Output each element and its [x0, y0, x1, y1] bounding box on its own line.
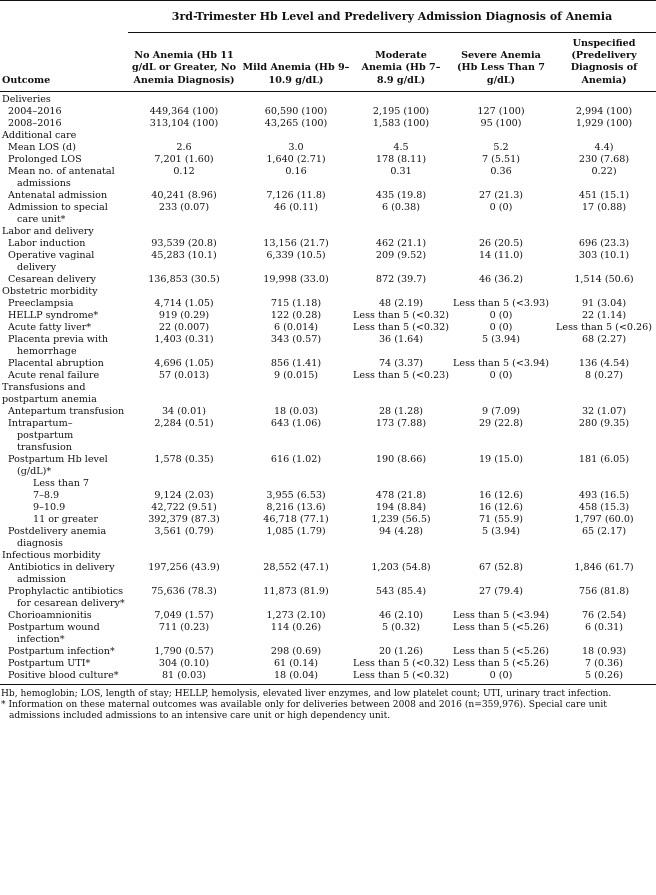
table-cell: Less than 5 (<3.94)	[453, 357, 549, 369]
table-cell: 6 (0.014)	[273, 321, 319, 333]
table-row	[0, 658, 656, 670]
table-cell: 18 (0.04)	[240, 670, 352, 685]
table-cell	[552, 91, 656, 106]
table-row	[0, 406, 656, 418]
table-cell	[240, 286, 352, 298]
table-cell: Less than 5 (<0.32)	[353, 657, 449, 669]
table-body	[0, 91, 656, 684]
row-label: Mean no. of antenatal admissions	[8, 165, 115, 189]
table-cell: 756 (81.8)	[578, 585, 630, 597]
table-row	[0, 622, 656, 646]
table-cell: 27 (21.3)	[478, 189, 524, 201]
row-label: Positive blood culture*	[0, 670, 128, 685]
table-cell: 71 (55.9)	[478, 513, 524, 525]
table-row	[0, 298, 656, 310]
row-label: Placenta previa with hemorrhage	[8, 333, 109, 357]
row-label: Labor induction	[8, 237, 86, 249]
table-cell: 7,049 (1.57)	[154, 609, 214, 621]
table-cell	[450, 382, 552, 406]
table-cell	[352, 91, 450, 106]
table-cell: 462 (21.1)	[375, 237, 427, 249]
table-cell: 20 (1.26)	[378, 645, 424, 657]
table-cell: 136,853 (30.5)	[148, 273, 220, 285]
table-cell	[128, 478, 240, 490]
table-cell: 7,126 (11.8)	[266, 189, 326, 201]
table-cell: 40,241 (8.96)	[151, 189, 217, 201]
table-cell: 43,265 (100)	[264, 117, 328, 129]
table-cell: 9 (7.09)	[481, 405, 520, 417]
table-cell: Less than 5 (<3.93)	[453, 297, 549, 309]
row-label: Antepartum transfusion	[8, 405, 125, 417]
table-row	[0, 478, 656, 490]
table-cell: 1,583 (100)	[372, 117, 430, 129]
table-cell: 5 (0.32)	[381, 621, 420, 633]
row-label: Preeclampsia	[8, 297, 74, 309]
table-cell: Less than 5 (<0.32)	[353, 309, 449, 321]
table-row	[0, 310, 656, 322]
table-cell: 0 (0)	[489, 201, 513, 213]
table-cell: 13,156 (21.7)	[263, 237, 329, 249]
table-cell: 1,085 (1.79)	[266, 525, 326, 537]
table-cell: 1,578 (0.35)	[154, 453, 214, 465]
table-cell: 7,201 (1.60)	[154, 153, 214, 165]
table-cell: 1,640 (2.71)	[266, 153, 326, 165]
table-cell: 233 (0.07)	[158, 201, 210, 213]
table-cell: 67 (52.8)	[478, 561, 524, 573]
table-cell: 16 (12.6)	[478, 489, 524, 501]
table-cell: 449,364 (100)	[149, 105, 219, 117]
table-cell: 1,273 (2.10)	[266, 609, 326, 621]
table-cell: 343 (0.57)	[270, 333, 322, 345]
table-row	[0, 502, 656, 514]
table-cell: 1,514 (50.6)	[574, 273, 634, 285]
row-label: Acute renal failure	[8, 369, 100, 381]
table-cell	[240, 130, 352, 142]
table-cell: 81 (0.03)	[128, 670, 240, 685]
row-label: Antibiotics in delivery admission	[8, 561, 115, 585]
table-cell: Less than 5 (<5.26)	[453, 621, 549, 633]
column-header-outcome: Outcome	[0, 33, 128, 92]
row-label: Intrapartum–postpartum transfusion	[8, 417, 74, 453]
table-cell: 4,714 (1.05)	[154, 297, 214, 309]
table-row	[0, 190, 656, 202]
table-cell: Less than 5 (<5.26)	[453, 657, 549, 669]
section-label: Labor and delivery	[2, 225, 94, 237]
row-label: Prolonged LOS	[8, 153, 82, 165]
table-cell	[450, 91, 552, 106]
table-cell: 28 (1.28)	[378, 405, 424, 417]
table-cell: 36 (1.64)	[378, 333, 424, 345]
table-cell: 872 (39.7)	[375, 273, 427, 285]
table-cell: 9,124 (2.03)	[154, 489, 214, 501]
table-cell: 298 (0.69)	[270, 645, 322, 657]
table-row	[0, 238, 656, 250]
table-cell: 197,256 (43.9)	[148, 561, 220, 573]
table-cell: 22 (1.14)	[581, 309, 627, 321]
section-row	[0, 226, 656, 238]
table-cell: 230 (7.68)	[578, 153, 630, 165]
section-row	[0, 286, 656, 298]
table-row	[0, 334, 656, 358]
footnote-abbreviations: Hb, hemoglobin; LOS, length of stay; HELLP, hemolysis, elevated liver enzymes, and low platelet count; UTI, urinary tract infection.	[1, 688, 612, 699]
table-cell	[128, 130, 240, 142]
table-cell: 17 (0.88)	[581, 201, 627, 213]
section-label: Infectious morbidity	[2, 549, 101, 561]
table-cell: 0 (0)	[489, 309, 513, 321]
row-label: Prophylactic antibiotics for cesarean delivery*	[8, 585, 125, 609]
table-cell: 643 (1.06)	[270, 417, 322, 429]
row-label: Operative vaginal delivery	[8, 249, 95, 273]
table-cell: 26 (20.5)	[478, 237, 524, 249]
table-cell	[552, 550, 656, 562]
section-label: Obstetric morbidity	[2, 285, 98, 297]
table-cell: 458 (15.3)	[578, 501, 630, 513]
table-cell: 18 (0.03)	[273, 405, 319, 417]
table-cell: 42,722 (9.51)	[151, 501, 217, 513]
table-cell: 696 (23.3)	[578, 237, 630, 249]
table-cell: 8 (0.27)	[585, 369, 624, 381]
table-cell: 478 (21.8)	[375, 489, 427, 501]
table-cell	[450, 130, 552, 142]
footnotes	[0, 685, 656, 723]
footnote-asterisk: * Information on these maternal outcomes was available only for deliveries between 2008 and 2016 (n=359,976). Special care unit admissions included admissions to an intensive care unit or high dependency unit.	[1, 700, 607, 722]
row-label: Admission to special care unit*	[8, 201, 108, 225]
table-cell	[450, 478, 552, 490]
table-cell	[240, 478, 352, 490]
table-cell: 114 (0.26)	[270, 621, 322, 633]
table-cell: 1,790 (0.57)	[154, 645, 214, 657]
table-cell	[240, 91, 352, 106]
table-cell	[128, 91, 240, 106]
table-cell	[352, 478, 450, 490]
table-cell: 4.4)	[594, 141, 614, 153]
table-row	[0, 166, 656, 190]
table-cell: 543 (85.4)	[375, 585, 427, 597]
row-label: 11 or greater	[33, 513, 98, 525]
table-cell: 94 (4.28)	[378, 525, 424, 537]
column-header: Moderate Anemia (Hb 7–8.9 g/dL)	[352, 33, 450, 92]
table-cell: 6,339 (10.5)	[266, 249, 326, 261]
table-cell: 1,403 (0.31)	[154, 333, 214, 345]
table-cell	[450, 550, 552, 562]
row-label: 9–10.9	[33, 501, 66, 513]
table-cell	[552, 130, 656, 142]
column-header: No Anemia (Hb 11 g/dL or Greater, No Anemia Diagnosis)	[128, 33, 240, 92]
table-row	[0, 202, 656, 226]
table-cell	[128, 550, 240, 562]
table-row	[0, 322, 656, 334]
table-cell: 46 (36.2)	[478, 273, 524, 285]
table-cell: 4.5	[393, 141, 409, 153]
table-cell: 75,636 (78.3)	[151, 585, 217, 597]
row-label: Antenatal admission	[8, 189, 108, 201]
table-row	[0, 142, 656, 154]
row-label: Chorioamnionitis	[8, 609, 92, 621]
table-cell: 1,203 (54.8)	[371, 561, 431, 573]
table-cell	[552, 226, 656, 238]
table-cell: 3.0	[288, 141, 304, 153]
table-cell: 1,797 (60.0)	[574, 513, 634, 525]
table-row	[0, 154, 656, 166]
row-label: Postdelivery anemia diagnosis	[8, 525, 107, 549]
table-cell: 2,994 (100)	[575, 105, 633, 117]
table-cell: 715 (1.18)	[270, 297, 322, 309]
table-cell: 93,539 (20.8)	[151, 237, 217, 249]
table-cell: 76 (2.54)	[581, 609, 627, 621]
table-row	[0, 250, 656, 274]
table-cell: 19,998 (33.0)	[263, 273, 329, 285]
table-cell: 3,955 (6.53)	[266, 489, 326, 501]
table-row	[0, 610, 656, 622]
table-cell: 68 (2.27)	[581, 333, 627, 345]
table-cell: 32 (1.07)	[581, 405, 627, 417]
table-cell: 451 (15.1)	[578, 189, 630, 201]
table-cell	[352, 226, 450, 238]
table-cell: 856 (1.41)	[270, 357, 322, 369]
table-cell	[128, 382, 240, 406]
table-cell: 60,590 (100)	[264, 105, 328, 117]
table-cell: 313,104 (100)	[149, 117, 219, 129]
table-cell: 493 (16.5)	[578, 489, 630, 501]
table-row	[0, 454, 656, 478]
table-cell	[552, 286, 656, 298]
table-cell: 1,239 (56.5)	[371, 513, 431, 525]
section-label: Additional care	[2, 129, 77, 141]
table-cell: 95 (100)	[480, 117, 522, 129]
table-cell: 6 (0.38)	[381, 201, 420, 213]
table-cell	[128, 286, 240, 298]
row-label: Postpartum UTI*	[8, 657, 91, 669]
table-cell	[450, 286, 552, 298]
row-label: Less than 7	[33, 477, 90, 489]
table-row	[0, 646, 656, 658]
table-cell: 3,561 (0.79)	[154, 525, 214, 537]
row-label: Acute fatty liver*	[8, 321, 92, 333]
table-cell	[352, 382, 450, 406]
header-blank-cell	[0, 1, 128, 33]
row-label: Postpartum infection*	[8, 645, 115, 657]
section-row	[0, 382, 656, 406]
table-cell: 2,284 (0.51)	[154, 417, 214, 429]
table-cell: 19 (15.0)	[478, 453, 524, 465]
table-cell: Less than 5 (<5.26)	[453, 645, 549, 657]
table-cell: 173 (7.88)	[375, 417, 427, 429]
table-cell	[352, 550, 450, 562]
table-cell: 18 (0.93)	[581, 645, 627, 657]
row-label: Postpartum Hb level (g/dL)*	[8, 453, 108, 477]
table-row	[0, 418, 656, 454]
row-label: Mean LOS (d)	[8, 141, 76, 153]
table-cell: 178 (8.11)	[375, 153, 427, 165]
table-cell	[450, 226, 552, 238]
section-label: Deliveries	[2, 93, 51, 105]
table-cell: 0 (0)	[450, 670, 552, 685]
table-cell: 5 (3.94)	[481, 333, 520, 345]
table-cell: Less than 5 (<3.94)	[453, 609, 549, 621]
table-cell: 122 (0.28)	[270, 309, 322, 321]
column-header: Severe Anemia (Hb Less Than 7 g/dL)	[450, 33, 552, 92]
row-label: Placental abruption	[8, 357, 104, 369]
table-cell: 5 (0.26)	[552, 670, 656, 685]
table-cell: 0.36	[490, 165, 512, 177]
table-cell: 7 (0.36)	[585, 657, 624, 669]
table-cell: 303 (10.1)	[578, 249, 630, 261]
table-cell: 0.16	[285, 165, 307, 177]
row-label: Cesarean delivery	[8, 273, 96, 285]
table-cell: 1,846 (61.7)	[574, 561, 634, 573]
row-label: 7–8.9	[33, 489, 60, 501]
table-cell: 7 (5.51)	[481, 153, 520, 165]
table-cell: 27 (79.4)	[478, 585, 524, 597]
table-cell	[552, 382, 656, 406]
table-cell: 28,552 (47.1)	[263, 561, 329, 573]
table-cell: 0 (0)	[489, 321, 513, 333]
table-cell: 0.22)	[591, 165, 617, 177]
table-cell: 136 (4.54)	[578, 357, 630, 369]
table-cell: 6 (0.31)	[585, 621, 624, 633]
table-cell: 181 (6.05)	[578, 453, 630, 465]
table-cell: 0.12	[173, 165, 195, 177]
table-cell: 0 (0)	[489, 369, 513, 381]
table-cell: 91 (3.04)	[581, 297, 627, 309]
section-label: Transfusions and postpartum anemia	[2, 381, 97, 405]
column-header-row	[0, 33, 656, 92]
table-row	[0, 358, 656, 370]
table-row	[0, 490, 656, 502]
table-row	[0, 274, 656, 286]
table-cell: 616 (1.02)	[270, 453, 322, 465]
table-cell: 16 (12.6)	[478, 501, 524, 513]
table-cell: 4,696 (1.05)	[154, 357, 214, 369]
table-row	[0, 526, 656, 550]
table-cell: 209 (9.52)	[375, 249, 427, 261]
table-cell: 46,718 (77.1)	[263, 513, 329, 525]
section-row	[0, 91, 656, 106]
table-cell: 45,283 (10.1)	[151, 249, 217, 261]
table-cell: 29 (22.8)	[478, 417, 524, 429]
column-header: Unspecified (Predelivery Diagnosis of Anemia)	[552, 33, 656, 92]
table-cell: 9 (0.015)	[273, 369, 319, 381]
row-label: 2004–2016	[8, 105, 62, 117]
table-cell: 8,216 (13.6)	[266, 501, 326, 513]
table-cell: 194 (8.84)	[375, 501, 427, 513]
table-cell	[352, 286, 450, 298]
table-cell: 57 (0.013)	[158, 369, 210, 381]
table-cell: 48 (2.19)	[378, 297, 424, 309]
table-row	[0, 106, 656, 118]
table-cell: 34 (0.01)	[161, 405, 207, 417]
row-label: Postpartum wound infection*	[8, 621, 100, 645]
table-cell	[240, 226, 352, 238]
table-cell: 14 (11.0)	[478, 249, 524, 261]
table-cell: 46 (2.10)	[378, 609, 424, 621]
table-cell: 65 (2.17)	[581, 525, 627, 537]
table-cell: 5 (3.94)	[481, 525, 520, 537]
table-cell	[352, 130, 450, 142]
column-header: Mild Anemia (Hb 9–10.9 g/dL)	[240, 33, 352, 92]
table-cell	[552, 478, 656, 490]
table-cell	[128, 226, 240, 238]
table-cell: 2,195 (100)	[372, 105, 430, 117]
table-row	[0, 514, 656, 526]
table-cell: 5.2	[493, 141, 509, 153]
table-cell	[240, 550, 352, 562]
table-cell: Less than 5 (<0.32)	[352, 670, 450, 685]
table-cell: Less than 5 (<0.26)	[556, 321, 652, 333]
table-cell: Less than 5 (<0.32)	[353, 321, 449, 333]
table-row	[0, 370, 656, 382]
row-label: HELLP syndrome*	[8, 309, 99, 321]
table-row	[0, 118, 656, 130]
table-cell: Less than 5 (<0.23)	[353, 369, 449, 381]
table-row	[0, 670, 656, 685]
row-label: 2008–2016	[8, 117, 62, 129]
table-cell: 919 (0.29)	[158, 309, 210, 321]
table-cell: 711 (0.23)	[158, 621, 210, 633]
table-row	[0, 586, 656, 610]
table-cell: 392,379 (87.3)	[148, 513, 220, 525]
table-cell: 127 (100)	[477, 105, 525, 117]
section-row	[0, 550, 656, 562]
table-cell: 0.31	[390, 165, 412, 177]
table-cell: 190 (8.66)	[375, 453, 427, 465]
table-cell: 74 (3.37)	[378, 357, 424, 369]
supra-header: 3rd-Trimester Hb Level and Predelivery Admission Diagnosis of Anemia	[128, 1, 656, 33]
table-cell: 11,873 (81.9)	[263, 585, 329, 597]
section-row	[0, 130, 656, 142]
table-cell: 61 (0.14)	[273, 657, 319, 669]
table-cell: 280 (9.35)	[578, 417, 630, 429]
table-row	[0, 562, 656, 586]
table-cell: 435 (19.8)	[375, 189, 427, 201]
table-cell: 1,929 (100)	[575, 117, 633, 129]
table-cell	[240, 382, 352, 406]
table-cell: 46 (0.11)	[273, 201, 319, 213]
table-cell: 22 (0.007)	[158, 321, 210, 333]
table-cell: 304 (0.10)	[158, 657, 210, 669]
table-cell: 2.6	[176, 141, 192, 153]
